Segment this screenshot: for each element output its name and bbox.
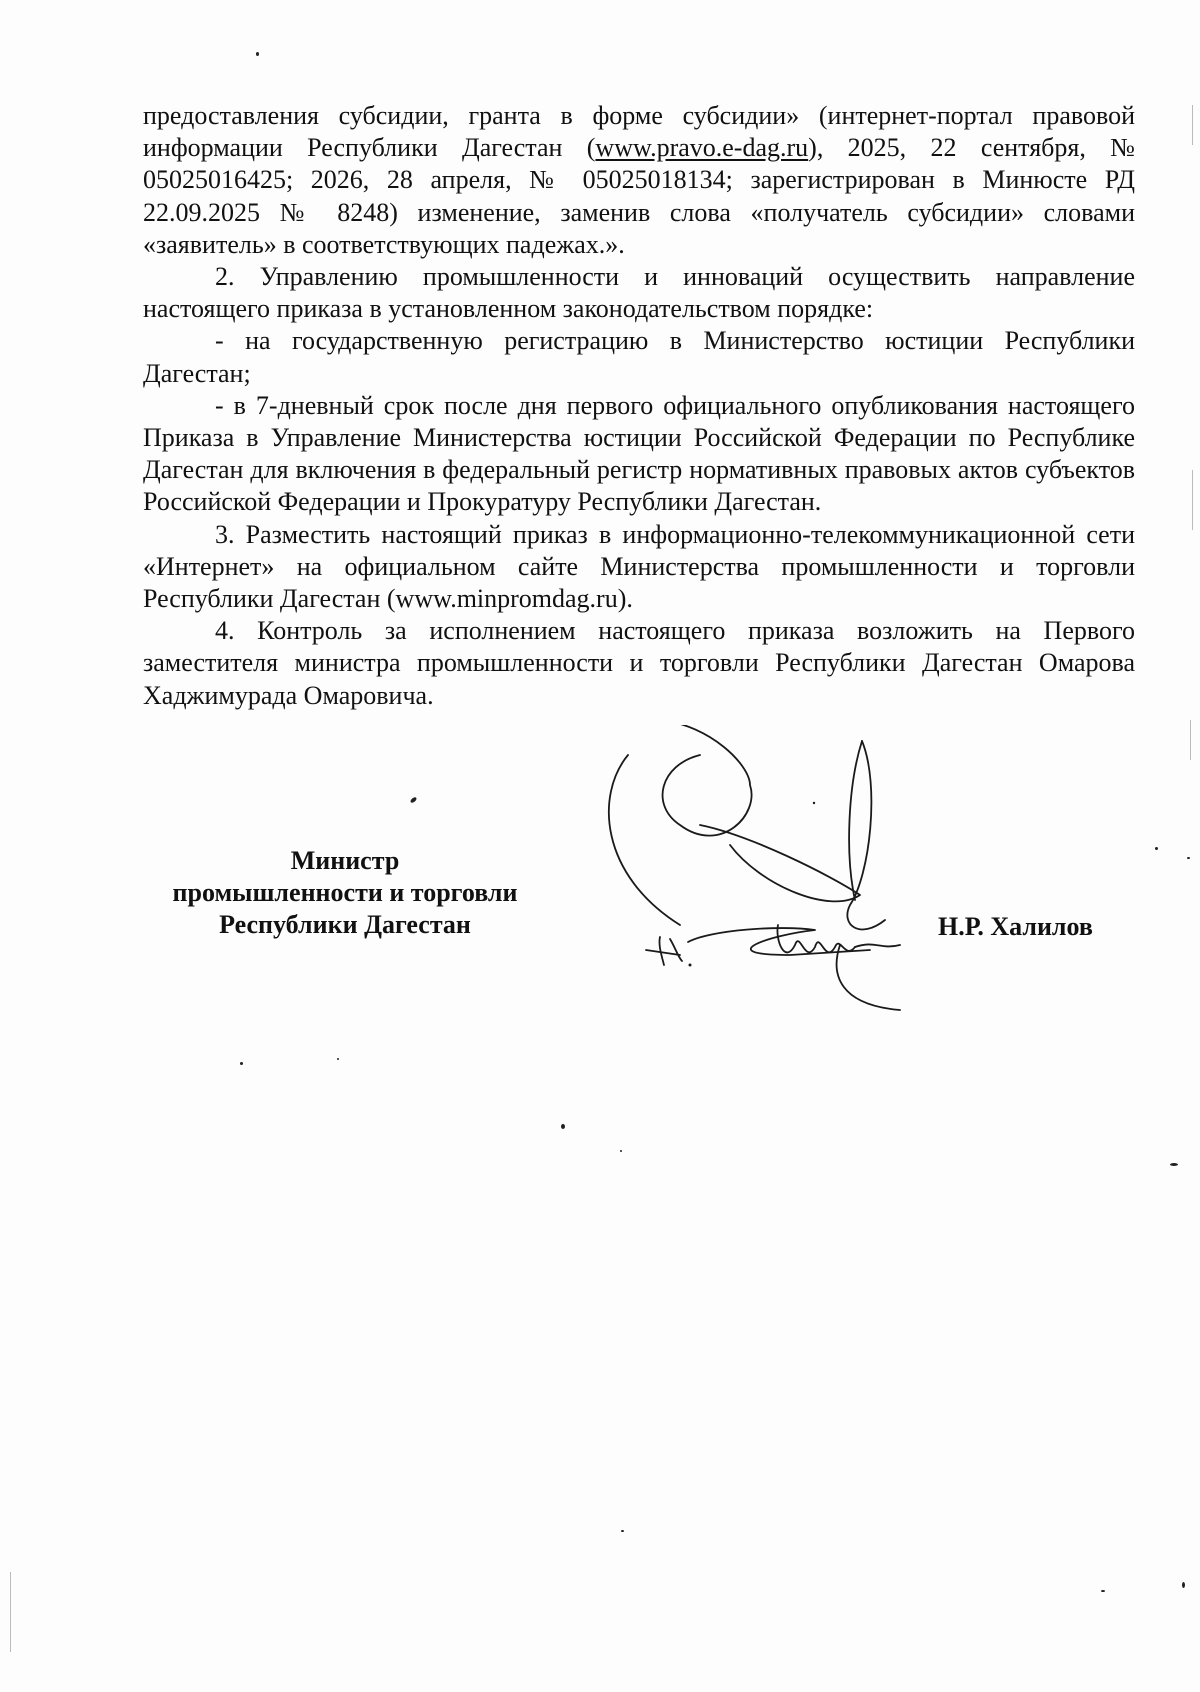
paragraph-text: ), 2025, 22 сентября, № 05025016425; 2026, 28 апреля, № 05025018134; зарегистрирован в Минюсте РД 22.09.2025 № 8248) изменение, заменив слова «получатель субсидии» словами «заявитель» в соответствующих падежах.». [143, 133, 1135, 259]
signatory-title-line: Республики Дагестан [219, 910, 471, 939]
handwritten-signature [600, 725, 1020, 1025]
paragraph-text: 2. Управлению промышленности и инноваций осуществить направление настоящего приказа в установленном законодательством порядке: [143, 262, 1135, 324]
paragraph-text: - в 7-дневный срок после дня первого официального опубликования настоящего Приказа в Управление Министерства юстиции Российской Федерации по Республике Дагестан для включения в федеральный регистр нормативных правовых актов субъектов Российской Федерации и Прокуратуру Республики Дагестан. [143, 390, 1135, 517]
paragraph-item-2-b [143, 390, 1135, 519]
scan-speck [561, 1124, 565, 1129]
scan-speck [1187, 857, 1190, 859]
scan-speck [621, 1530, 624, 1532]
paragraph-item-2-a [143, 325, 1135, 389]
signatory-title [140, 845, 550, 941]
scan-speck [1155, 847, 1158, 850]
paragraph-continuation [143, 100, 1135, 261]
url-text: www.pravo.e-dag.ru [595, 133, 809, 163]
paragraph-item-2 [143, 261, 1135, 325]
paragraph-text: - на государственную регистрацию в Министерство юстиции Республики Дагестан; [143, 326, 1135, 388]
scan-speck [1182, 1582, 1185, 1588]
paragraph-text: предоставления субсидии, гранта в форме субсидии» (интернет-портал правовой информации Республики Дагестан ( [143, 101, 1135, 163]
scan-speck [410, 796, 418, 804]
scan-speck [240, 1062, 243, 1065]
paragraph-text: 3. Разместить настоящий приказ в информационно-телекоммуникационной сети «Интернет» на официальном сайте Министерства промышленности и торговли Республики Дагестан (www.minpromdag.ru). [143, 519, 1135, 614]
signatory-name: Н.Р. Халилов [938, 912, 1093, 941]
scan-edge-mark [1190, 720, 1191, 760]
paragraph-text: 4. Контроль за исполнением настоящего приказа возложить на Первого заместителя министра промышленности и торговли Республики Дагестан Омарова Хаджимурада Омаровича. [143, 616, 1135, 710]
signatory-title-line: Министр [290, 846, 400, 875]
scan-speck [620, 1150, 622, 1152]
document-body [143, 100, 1135, 712]
scan-speck [256, 52, 259, 56]
scan-edge-mark [10, 1572, 11, 1652]
paragraph-item-4 [143, 615, 1135, 712]
scan-edge-mark [1192, 105, 1193, 145]
scan-speck [1170, 1163, 1178, 1166]
signatory-title-line: промышленности и торговли [172, 878, 518, 907]
scan-speck [1101, 1590, 1105, 1592]
scan-edge-mark [1192, 470, 1193, 530]
scan-speck [337, 1058, 339, 1060]
paragraph-item-3 [143, 519, 1135, 616]
